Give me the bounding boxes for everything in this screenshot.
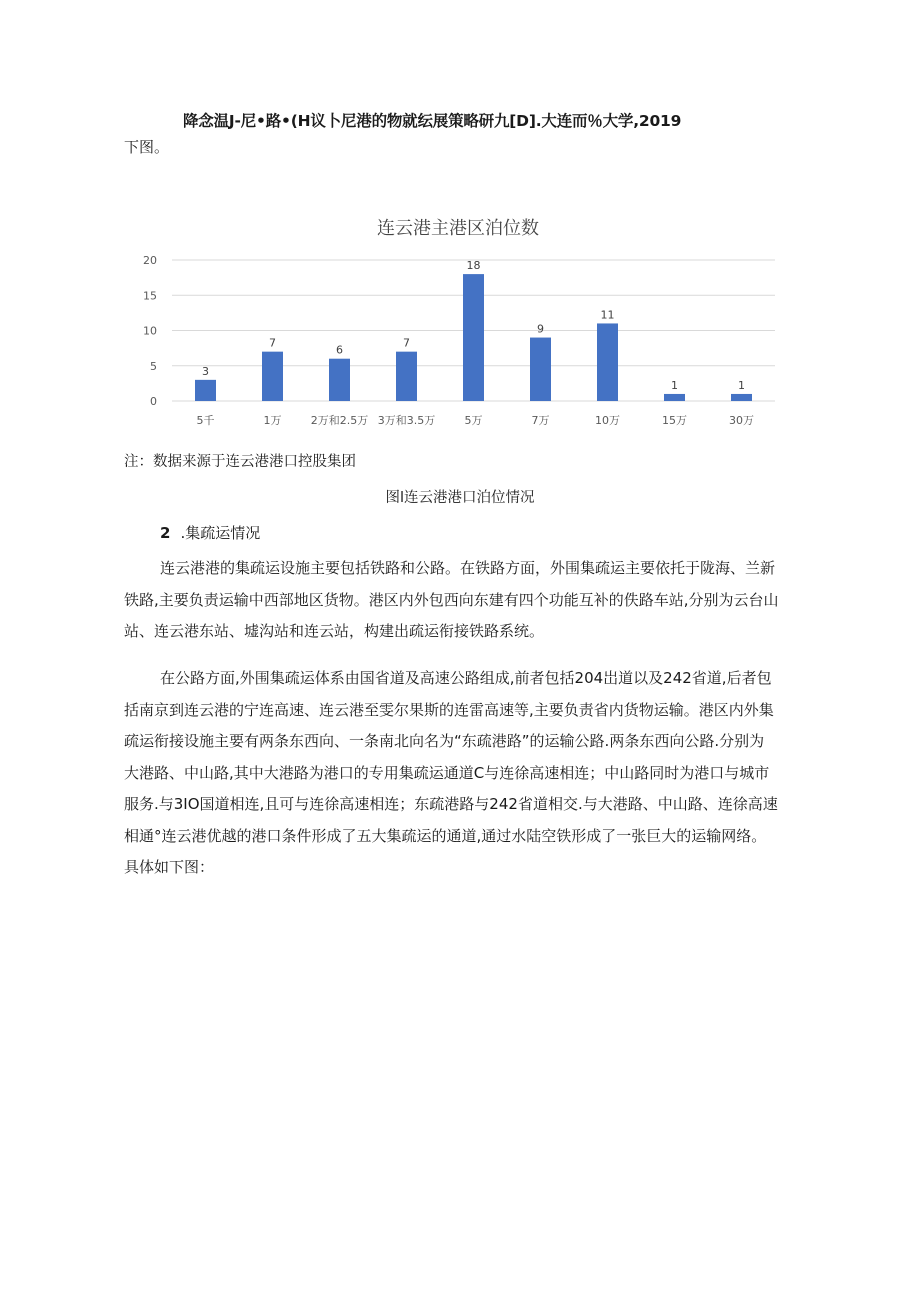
x-tick-label: 1万 (263, 414, 282, 427)
bar (329, 359, 350, 401)
data-label: 6 (336, 343, 343, 357)
data-label: 11 (600, 308, 615, 322)
x-tick-label: 2万和2.5万 (310, 414, 369, 427)
x-tick-label: 5万 (464, 414, 483, 427)
paragraph-line: 铁路,主要负责运输中西部地区货物。港区内外包西向东建有四个功能互补的佚路车站,分别为云台山 (124, 590, 779, 609)
section-number: 2 (160, 524, 171, 542)
figure-caption: 图l连云港港口泊位情况 (385, 490, 535, 506)
y-tick-label: 10 (143, 324, 157, 338)
paragraph-line: 括南京到连云港的宁连高速、连云港至雯尔果斯的连雷高速等,主要负责省内货物运输。港区内外集 (124, 700, 774, 719)
paragraph-line: 站、连云港东站、墟沟站和连云站，构建出疏运衔接铁路系统。 (124, 622, 545, 640)
y-tick-label: 20 (143, 254, 157, 267)
section-title: .集疏运情况 (180, 524, 261, 542)
paragraph-highway (124, 663, 796, 852)
x-tick-label: 15万 (662, 414, 687, 427)
paragraph-line: 相通°连云港优越的港口条件形成了五大集疏运的通道,通过水陆空铁形成了一张巨大的运输网络。 (124, 826, 767, 845)
closing-line: 具体如下图： (124, 858, 215, 876)
bar (396, 352, 417, 401)
data-label: 7 (269, 336, 276, 350)
y-tick-label: 0 (150, 395, 157, 408)
x-tick-label: 30万 (729, 414, 754, 427)
chart-title: 连云港主港区泊位数 (377, 218, 539, 239)
bar (262, 352, 283, 401)
x-tick-label: 10万 (595, 414, 620, 427)
bar (463, 274, 484, 401)
bar (597, 323, 618, 401)
data-label: 18 (466, 259, 481, 273)
data-label: 3 (202, 364, 209, 378)
reference-citation: 降念温J-尼•路•(H议卜尼港的物就纭展策略研九[D].大连而％大学,2019 (183, 112, 682, 130)
berth-chart (120, 205, 790, 437)
bar (731, 394, 752, 401)
paragraph-railway (124, 553, 796, 648)
section-heading (160, 523, 260, 543)
y-tick-label: 5 (150, 359, 157, 373)
bar (530, 338, 551, 401)
paragraph-line: 连云港港的集疏运设施主要包括铁路和公路。在铁路方面，外围集疏运主要依托于陇海、兰新 (160, 559, 776, 577)
data-label: 7 (403, 336, 410, 350)
bar (195, 380, 216, 401)
data-label: 1 (671, 378, 678, 392)
data-source-note: 注：数据来源于连云港港口控股集团 (124, 454, 356, 470)
data-label: 9 (537, 322, 544, 336)
paragraph-line: 疏运衔接设施主要有两条东西向、一条南北向名为“东疏港路”的运输公路.两条东西向公路.分别为 (124, 732, 765, 750)
data-label: 1 (738, 378, 745, 392)
paragraph-line: 大港路、中山路,其中大港路为港口的专用集疏运通道C与连徐高速相连；中山路同时为港口与城市 (124, 763, 770, 782)
x-tick-label: 3万和3.5万 (377, 414, 436, 427)
paragraph-line: 在公路方面,外围集疏运体系由国省道及高速公路组成,前者包括204岀道以及242省道,后者包 (160, 669, 772, 687)
paragraph-line: 服务.与3IO国道相连,且可与连徐高速相连；东疏港路与242省道相交.与大港路、中山路、连徐高速 (124, 795, 778, 813)
x-tick-label: 5千 (196, 414, 215, 427)
y-tick-label: 15 (143, 289, 157, 303)
figure-intro: 下图。 (124, 138, 170, 156)
x-tick-label: 7万 (531, 414, 550, 427)
bar (664, 394, 685, 401)
